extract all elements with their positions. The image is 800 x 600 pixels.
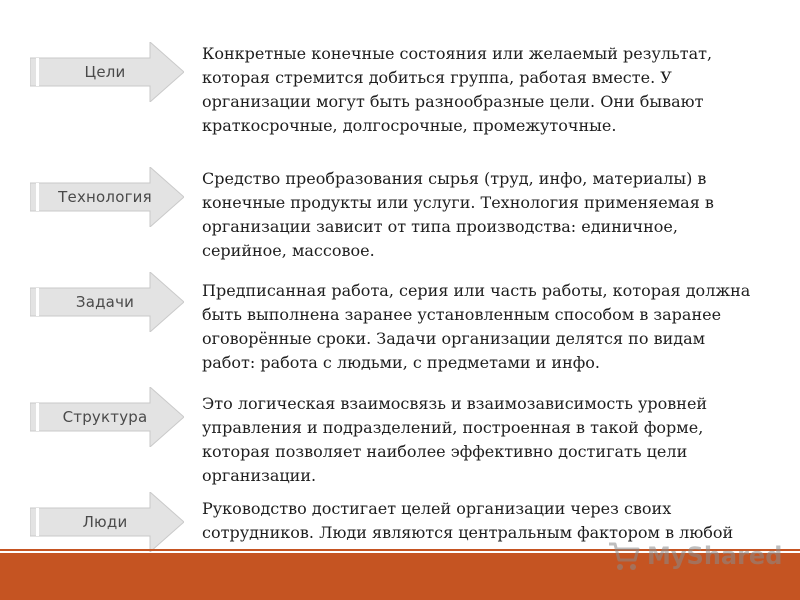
arrow-shape: [30, 167, 184, 227]
desc-structure: Это логическая взаимосвязь и взаимозависимость уровней управления и подразделений, построенная в такой форме, которая позволяет наиболее эффективно достигать цели организации.: [202, 394, 708, 485]
desc-technology: Средство преобразования сырья (труд, инфо, материалы) в конечные продукты или услуги. Технология применяемая в организации зависит от типа производства: единичное, серийное, массовое.: [202, 169, 714, 260]
label-tasks: Задачи: [75, 293, 135, 311]
desc-goals: Конкретные конечные состояния или желаемый результат, которая стремится добиться группа, работая вместе. У организации могут быть разнообразные цели. Они бывают краткосрочные, долгосрочные, промежуточные.: [202, 44, 713, 135]
desc-tasks: Предписанная работа, серия или часть работы, которая должна быть выполнена заранее установленным способом в заранее оговорённые сроки. Задачи организации делятся по видам работ: работа с людьми, с предметами и инфо.: [202, 281, 751, 372]
arrow-shape: [30, 42, 184, 102]
watermark-logo: [607, 536, 782, 576]
arrow-shape: [30, 387, 184, 447]
arrow-shape: [30, 492, 184, 552]
watermark-text: MyShared: [647, 542, 783, 570]
label-people: Люди: [82, 513, 128, 531]
label-goals: Цели: [84, 63, 126, 81]
label-structure: Структура: [62, 408, 148, 426]
cart-icon: [607, 540, 641, 572]
arrow-shape: [30, 272, 184, 332]
label-technology: Технология: [58, 188, 152, 206]
desc-people: Руководство достигает целей организации через своих сотрудников. Люди являются центральным фактором в любой: [202, 499, 734, 542]
